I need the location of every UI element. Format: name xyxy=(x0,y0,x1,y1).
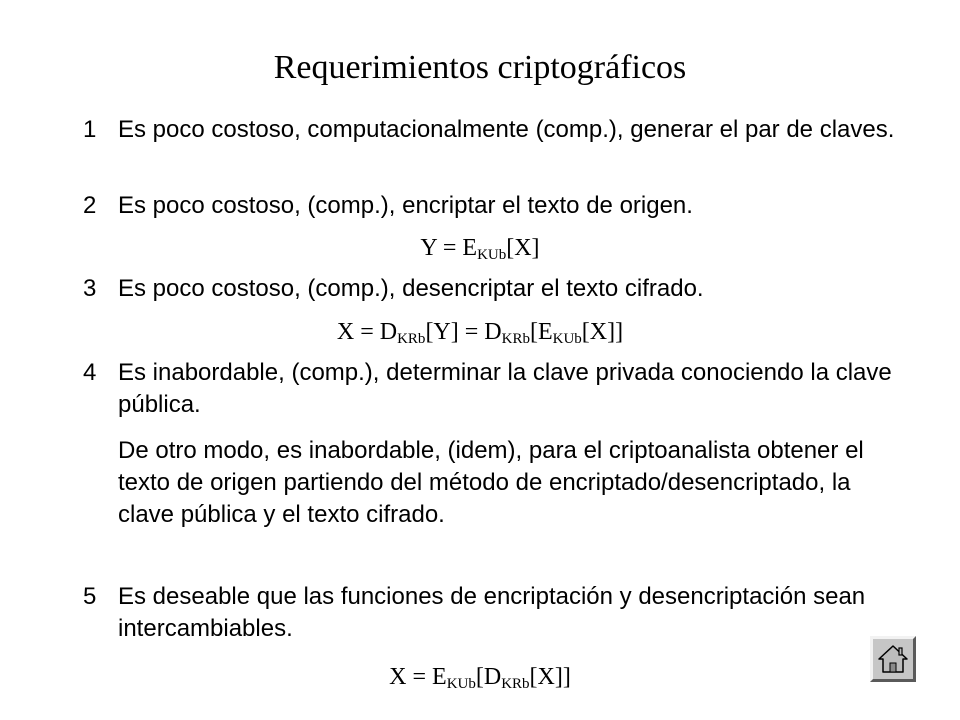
item-number: 3 xyxy=(83,275,97,302)
item-text: Es inabordable, (comp.), determinar la clave privada conociendo la clave pública. xyxy=(118,359,892,418)
item-number: 2 xyxy=(83,192,97,219)
item-text: Es poco costoso, computacionalmente (comp.), generar el par de claves. xyxy=(118,116,895,143)
formula-interchange: $X = E_{KUb}[D_{KRb}[X]]$ xyxy=(389,664,571,692)
item-text: De otro modo, es inabordable, (idem), para el criptoanalista obtener el texto de origen partiendo del método de encriptado/desencriptado, la clave pública y el texto cifrado. xyxy=(118,437,864,528)
item-number: 4 xyxy=(83,359,97,386)
home-icon xyxy=(876,642,910,676)
item-text: Es poco costoso, (comp.), desencriptar el texto cifrado. xyxy=(118,275,704,302)
item-number: 5 xyxy=(83,583,97,610)
home-button[interactable] xyxy=(870,636,916,682)
formula-decryption: $X = D_{KRb}[Y] = D_{KRb}[E_{KUb}[X]]$ xyxy=(336,319,624,347)
item-number: 1 xyxy=(83,116,97,143)
item-text: Es poco costoso, (comp.), encriptar el texto de origen. xyxy=(118,192,693,219)
item-text: Es deseable que las funciones de encriptación y desencriptación sean intercambiables. xyxy=(118,583,866,642)
formula-encryption: $Y = E_{KUb}[X]$ xyxy=(420,235,540,263)
slide-title: Requerimientos criptográficos xyxy=(273,49,687,86)
